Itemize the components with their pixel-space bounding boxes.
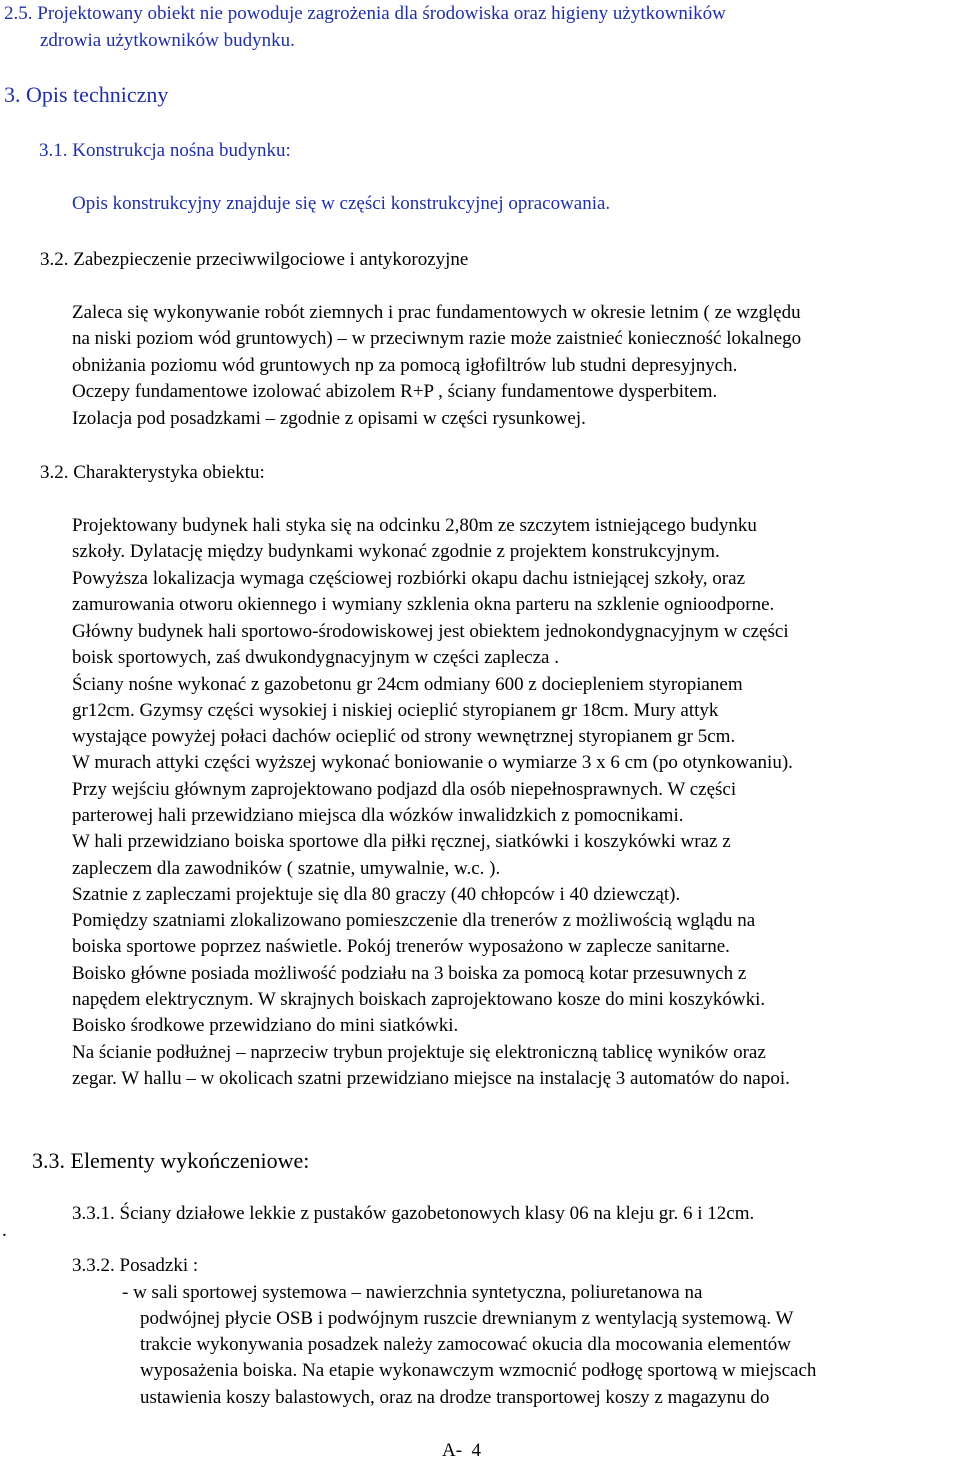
paragraph-line: Powyższa lokalizacja wymaga częściowej rozbiórki okapu dachu istniejącej szkoły, oraz bbox=[72, 568, 745, 589]
paragraph-line: zegar. W hallu – w okolicach szatni przewidziano miejsce na instalację 3 automatów do napoi. bbox=[72, 1068, 790, 1089]
paragraph-line: Boisko główne posiada możliwość podziału na 3 boiska za pomocą kotar przesuwnych z bbox=[72, 963, 747, 984]
paragraph-line: obniżania poziomu wód gruntowych np za pomocą igłofiltrów lub studni depresyjnych. bbox=[72, 355, 738, 376]
paragraph-line: gr12cm. Gzymsy części wysokiej i niskiej ocieplić styropianem gr 18cm. Mury attyk bbox=[72, 700, 719, 721]
item-3-3-1: 3.3.1. Ściany działowe lekkie z pustaków gazobetonowych klasy 06 na kleju gr. 6 i 12cm. bbox=[72, 1203, 755, 1224]
paragraph-line: W murach attyki części wyższej wykonać boniowanie o wymiarze 3 x 6 cm (po otynkowaniu). bbox=[72, 752, 793, 773]
list-item-line: trakcie wykonywania posadzek należy zamocować okucia dla mocowania elementów bbox=[140, 1334, 792, 1355]
list-item-line: - w sali sportowej systemowa – nawierzchnia syntetyczna, poliuretanowa na bbox=[122, 1282, 703, 1303]
page-number: A- 4 bbox=[442, 1440, 482, 1461]
margin-dot: . bbox=[2, 1220, 7, 1241]
paragraph-line: boisk sportowych, zaś dwukondygnacyjnym w części zaplecza . bbox=[72, 647, 559, 668]
paragraph-line: Ściany nośne wykonać z gazobetonu gr 24cm odmiany 600 z dociepleniem styropianem bbox=[72, 674, 743, 695]
paragraph-line: napędem elektrycznym. W skrajnych boiskach zaprojektowano kosze do mini koszykówki. bbox=[72, 989, 766, 1010]
paragraph-line: Projektowany budynek hali styka się na odcinku 2,80m ze szczytem istniejącego budynku bbox=[72, 515, 757, 536]
paragraph-line: W hali przewidziano boiska sportowe dla piłki ręcznej, siatkówki i koszykówki wraz z bbox=[72, 831, 731, 852]
paragraph-line: zapleczem dla zawodników ( szatnie, umywalnie, w.c. ). bbox=[72, 858, 501, 879]
paragraph-2-5-line-1: 2.5. Projektowany obiekt nie powoduje zagrożenia dla środowiska oraz higieny użytkowników bbox=[4, 3, 726, 24]
section-3-2-characteristics-heading: 3.2. Charakterystyka obiektu: bbox=[40, 462, 265, 483]
paragraph-line: Pomiędzy szatniami zlokalizowano pomieszczenie dla trenerów z możliwością wglądu na bbox=[72, 910, 756, 931]
paragraph-line: na niski poziom wód gruntowych) – w przeciwnym razie może zaistnieć konieczność lokalnego bbox=[72, 328, 802, 349]
list-item-line: ustawienia koszy balastowych, oraz na drodze transportowej koszy z magazynu do bbox=[140, 1387, 770, 1408]
section-3-1-text: Opis konstrukcyjny znajduje się w części konstrukcyjnej opracowania. bbox=[72, 193, 611, 214]
paragraph-line: Oczepy fundamentowe izolować abizolem R+P , ściany fundamentowe dysperbitem. bbox=[72, 381, 718, 402]
section-3-3-heading: 3.3. Elementy wykończeniowe: bbox=[32, 1148, 310, 1173]
paragraph-line: Izolacja pod posadzkami – zgodnie z opisami w części rysunkowej. bbox=[72, 408, 586, 429]
paragraph-line: wystające powyżej połaci dachów ocieplić od strony wewnętrznej styropianem gr 5cm. bbox=[72, 726, 736, 747]
list-item-line: wyposażenia boiska. Na etapie wykonawczym wzmocnić podłogę sportową w miejscach bbox=[140, 1360, 817, 1381]
paragraph-line: Główny budynek hali sportowo-środowiskowej jest obiektem jednokondygnacyjnym w części bbox=[72, 621, 789, 642]
item-3-3-2-heading: 3.3.2. Posadzki : bbox=[72, 1255, 199, 1276]
section-3-2-moisture-heading: 3.2. Zabezpieczenie przeciwwilgociowe i antykorozyjne bbox=[40, 249, 469, 270]
paragraph-line: zamurowania otworu okiennego i wymiany szklenia okna parteru na szklenie ognioodporne. bbox=[72, 594, 775, 615]
paragraph-line: parterowej hali przewidziano miejsca dla wózków inwalidzkich z pomocnikami. bbox=[72, 805, 684, 826]
list-item-line: podwójnej płycie OSB i podwójnym ruszcie drewnianym z wentylacją systemową. W bbox=[140, 1308, 794, 1329]
paragraph-line: Zaleca się wykonywanie robót ziemnych i prac fundamentowych w okresie letnim ( ze względu bbox=[72, 302, 801, 323]
paragraph-line: Na ścianie podłużnej – naprzeciw trybun projektuje się elektroniczną tablicę wyników oraz bbox=[72, 1042, 766, 1063]
paragraph-line: Boisko środkowe przewidziano do mini siatkówki. bbox=[72, 1015, 459, 1036]
paragraph-line: Przy wejściu głównym zaprojektowano podjazd dla osób niepełnosprawnych. W części bbox=[72, 779, 737, 800]
paragraph-line: Szatnie z zapleczami projektuje się dla 80 graczy (40 chłopców i 40 dziewcząt). bbox=[72, 884, 681, 905]
section-3-heading: 3. Opis techniczny bbox=[4, 82, 169, 107]
paragraph-2-5-line-2: zdrowia użytkowników budynku. bbox=[40, 30, 295, 51]
paragraph-line: boiska sportowe poprzez naświetle. Pokój trenerów wyposażono w zaplecze sanitarne. bbox=[72, 936, 730, 957]
paragraph-line: szkoły. Dylatację między budynkami wykonać zgodnie z projektem konstrukcyjnym. bbox=[72, 541, 720, 562]
section-3-1-heading: 3.1. Konstrukcja nośna budynku: bbox=[39, 140, 291, 161]
